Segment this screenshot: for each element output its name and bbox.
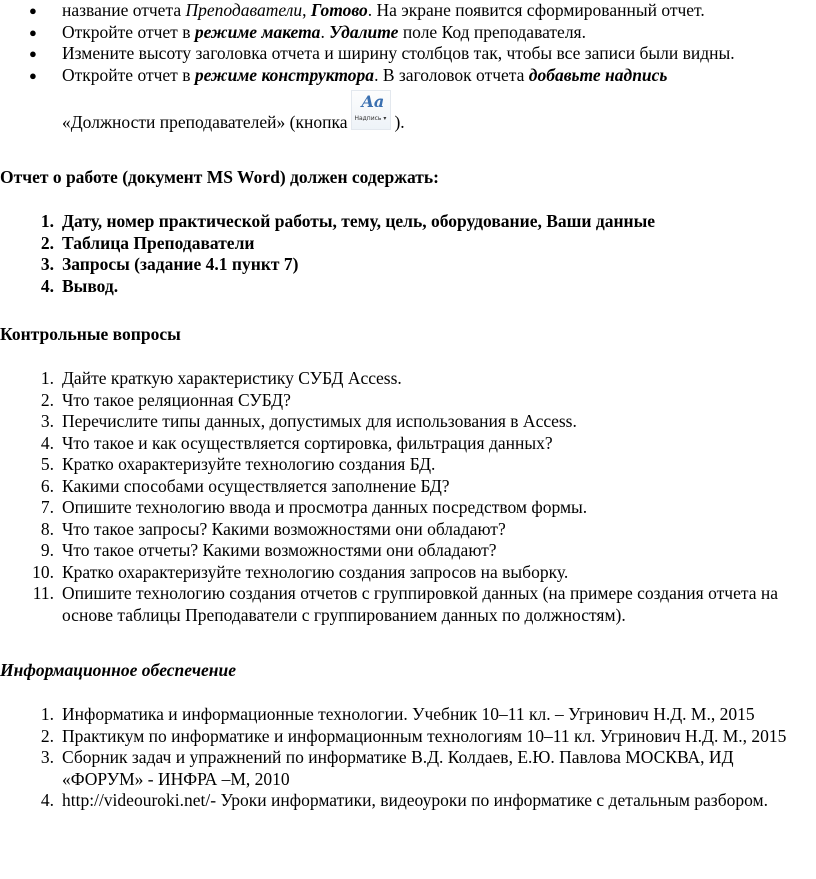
step-text: Откройте отчет в: [62, 64, 195, 85]
item-text: Таблица Преподаватели: [62, 232, 255, 253]
item-number: 1.: [40, 368, 54, 388]
item-number: 2.: [40, 389, 54, 410]
step-text: поле Код преподавателя.: [398, 21, 586, 42]
step4-tail-text: «Должности преподавателей» (кнопка: [62, 112, 348, 132]
info-item: [0, 704, 816, 726]
question-item: [0, 454, 816, 476]
item-number: 2.: [40, 232, 54, 253]
info-heading: Информационное обеспечение: [0, 660, 236, 680]
item-text: Сборник задач и упражнений по информатике В.Д. Колдаев, Е.Ю. Павлова МОСКВА, ИД «ФОРУМ» - ИНФРА –М, 2010: [62, 747, 734, 789]
step-text: ,: [302, 0, 311, 20]
step-text: .: [320, 21, 330, 42]
label-control-icon: [351, 90, 391, 130]
item-text: Дайте краткую характеристику СУБД Access.: [62, 368, 402, 388]
step-text: . В заголовок отчета: [374, 64, 529, 85]
step-text: режиме макета: [194, 21, 321, 42]
item-number: 5.: [40, 454, 54, 474]
info-list: [0, 704, 816, 812]
item-number: 11.: [32, 583, 54, 603]
item-number: 1.: [40, 211, 54, 231]
item-number: 10.: [32, 561, 54, 582]
item-text: Что такое запросы? Какими возможностями они обладают?: [62, 518, 506, 539]
item-text: http://videouroki.net/- Уроки информатики, видеоуроки по информатике с детальным разбором.: [62, 790, 768, 810]
step4-tail-end: ).: [394, 112, 405, 132]
item-number: 2.: [40, 725, 54, 746]
item-text: Практикум по информатике и информационным технологиям 10–11 кл. Угринович Н.Д. М., 2015: [62, 725, 787, 746]
question-item: [0, 433, 816, 455]
item-text: Дату, номер практической работы, тему, цель, оборудование, Ваши данные: [62, 211, 656, 231]
item-text: Что такое отчеты? Какими возможностями они обладают?: [62, 540, 497, 560]
item-text: Что такое реляционная СУБД?: [62, 389, 291, 410]
report-item: [0, 276, 816, 298]
question-item: [0, 390, 816, 412]
report-list: [0, 211, 816, 297]
report-item: [0, 233, 816, 255]
step-text: добавьте надпись: [528, 64, 668, 85]
question-item: [0, 497, 816, 519]
step-item: [0, 43, 816, 65]
bullet-icon: ●: [29, 24, 37, 40]
item-number: 4.: [40, 275, 54, 296]
question-item: [0, 540, 816, 562]
step-text: Удалите: [329, 21, 399, 42]
item-number: 3.: [40, 411, 54, 431]
question-item: [0, 583, 816, 626]
step-text: Измените высоту заголовка отчета и ширину столбцов так, чтобы все записи были видны.: [62, 43, 735, 63]
item-text: Информатика и информационные технологии. Учебник 10–11 кл. – Угринович Н.Д. М., 2015: [62, 704, 755, 724]
item-text: Кратко охарактеризуйте технологию создания БД.: [62, 454, 436, 474]
questions-list: [0, 368, 816, 626]
step-text: режиме конструктора: [194, 64, 375, 85]
step-text: Преподаватели: [185, 0, 303, 20]
icon-caption: Надпись ▾: [354, 115, 387, 122]
question-item: [0, 476, 816, 498]
question-item: [0, 411, 816, 433]
step-item: [0, 0, 816, 22]
item-number: 4.: [40, 790, 54, 810]
step-item: [0, 22, 816, 44]
step-text: Готово: [310, 0, 368, 20]
info-item: [0, 747, 816, 790]
item-text: Кратко охарактеризуйте технологию создания запросов на выборку.: [62, 561, 569, 582]
item-number: 9.: [40, 540, 54, 560]
info-item: [0, 790, 816, 812]
item-number: 1.: [40, 704, 54, 724]
bullet-icon: ●: [29, 67, 37, 83]
item-text: Перечислите типы данных, допустимых для использования в Access.: [62, 411, 577, 431]
question-item: [0, 368, 816, 390]
item-text: Опишите технологию ввода и просмотра данных посредством формы.: [62, 497, 588, 517]
bullet-icon: ●: [29, 3, 37, 18]
item-text: Какими способами осуществляется заполнение БД?: [62, 475, 450, 496]
item-number: 3.: [40, 747, 54, 767]
info-item: [0, 726, 816, 748]
icon-glyph: Aa: [361, 92, 385, 111]
bullet-icon: ●: [29, 46, 37, 61]
step-item: [0, 65, 816, 87]
item-text: Запросы (задание 4.1 пункт 7): [62, 254, 299, 274]
question-item: [0, 562, 816, 584]
item-number: 3.: [40, 254, 54, 274]
item-text: Вывод.: [62, 275, 119, 296]
item-text: Что такое и как осуществляется сортировка, фильтрация данных?: [62, 432, 553, 453]
step4-continuation: [62, 90, 405, 134]
steps-list: [0, 0, 816, 86]
item-number: 7.: [40, 497, 54, 517]
step-text: . На экране появится сформированный отчет.: [367, 0, 705, 20]
item-number: 4.: [40, 432, 54, 453]
item-number: 6.: [40, 475, 54, 496]
report-item: [0, 254, 816, 276]
report-item: [0, 211, 816, 233]
step-text: Откройте отчет в: [62, 21, 195, 42]
question-item: [0, 519, 816, 541]
questions-heading: Контрольные вопросы: [0, 324, 181, 344]
step-text: название отчета: [62, 0, 186, 20]
report-heading: Отчет о работе (документ MS Word) должен содержать:: [0, 167, 439, 187]
item-text: Опишите технологию создания отчетов с группировкой данных (на примере создания отчета на основе таблицы Преподаватели с группированием данных по должностям).: [62, 583, 778, 625]
item-number: 8.: [40, 518, 54, 539]
